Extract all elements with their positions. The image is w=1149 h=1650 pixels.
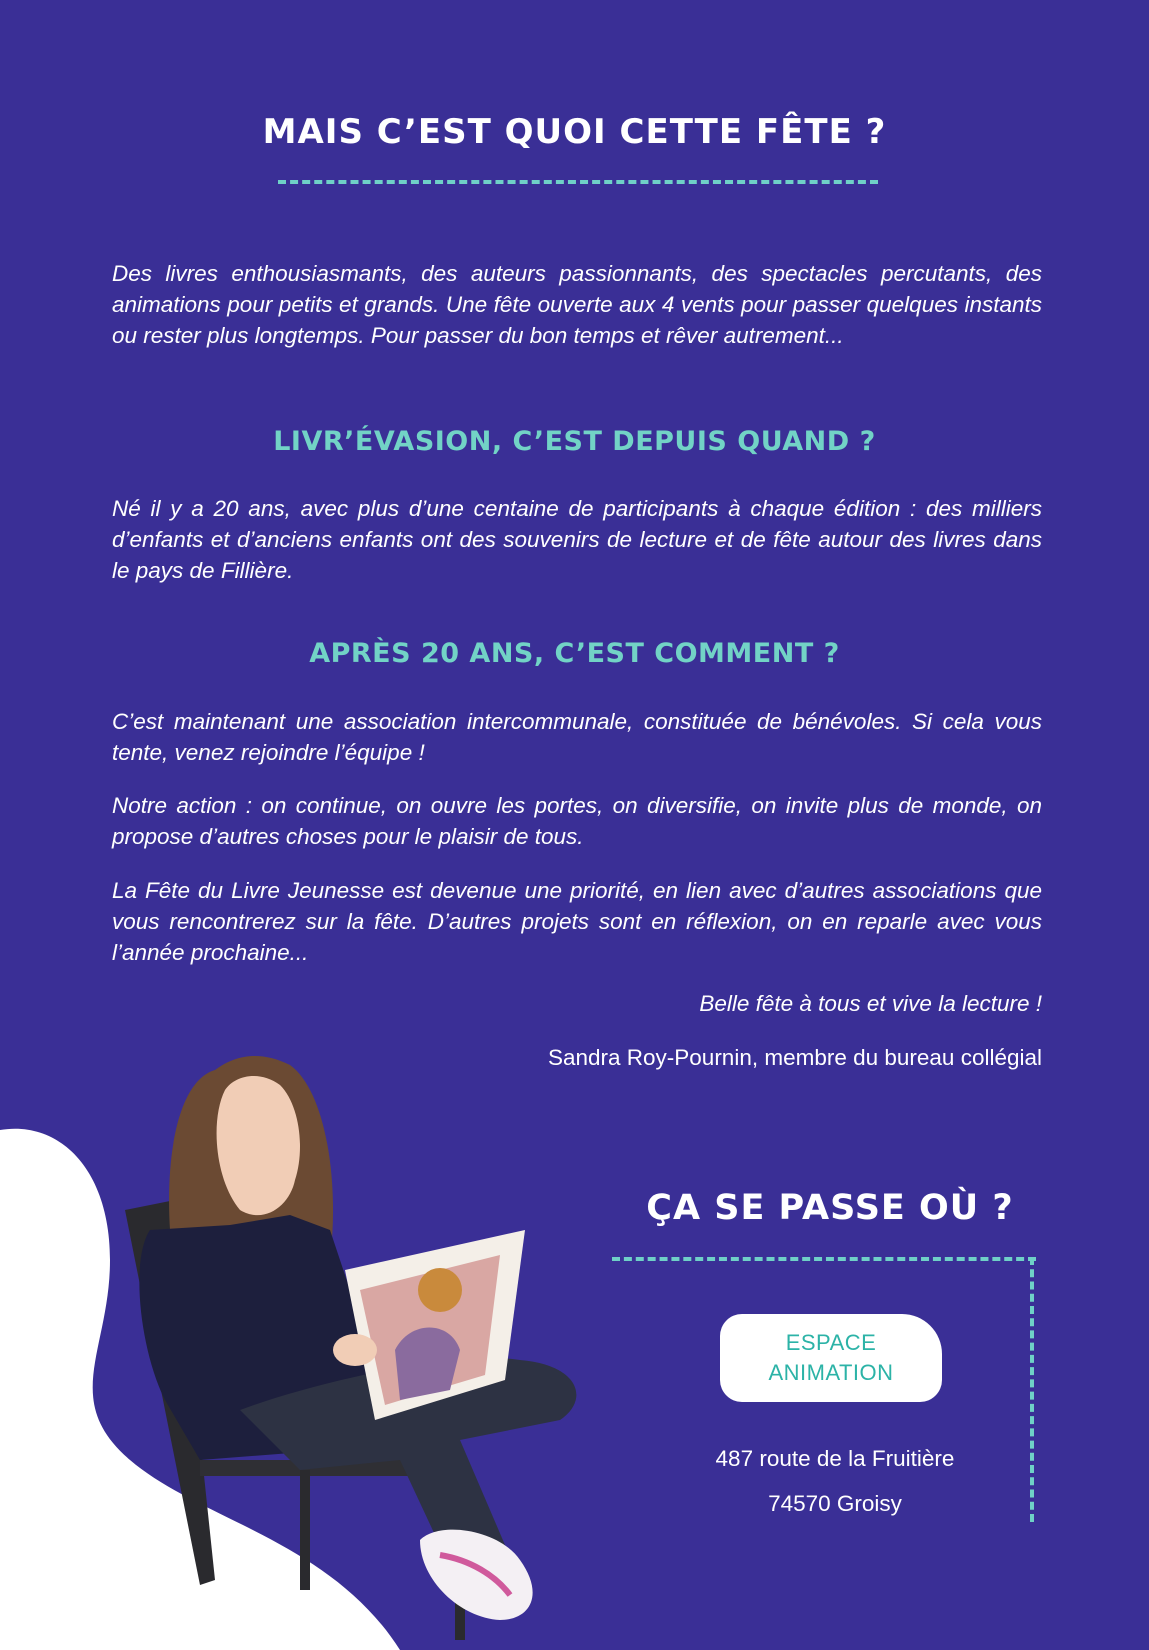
venue-badge-line2: ANIMATION [768,1360,894,1385]
action-paragraph: Notre action : on continue, on ouvre les portes, on diversifie, on invite plus de monde, on propose d’autres choses pour le plaisir de tous. [112,793,1042,849]
intro-paragraph: Des livres enthousiasmants, des auteurs passionnants, des spectacles percutants, des animations pour petits et grands. Une fête ouverte aux 4 vents pour passer quelques instants ou rester plus longtemps. Pour passer du bon temps et rêver autrement... [112,261,1042,348]
location-frame-top [612,1257,1036,1261]
girl-reading-photo [0,1020,660,1650]
section-title-where: ÇA SE PASSE OÙ ? [646,1188,1014,1228]
venue-badge-line1: ESPACE [785,1330,877,1355]
association-paragraph: C’est maintenant une association intercommunale, constituée de bénévoles. Si cela vous tente, venez rejoindre l’équipe ! [112,709,1042,765]
venue-badge [720,1314,942,1402]
signature-line: Sandra Roy-Pournin, membre du bureau collégial [547,1045,1042,1070]
address-street: 487 route de la Fruitière [715,1446,955,1471]
sneaker [420,1530,533,1620]
history-paragraph: Né il y a 20 ans, avec plus d’une centaine de participants à chaque édition : des milliers d’enfants et d’anciens enfants ont des souvenirs de lecture et de fête autour des livres dans le pays de Fillière. [112,496,1042,583]
address-city: 74570 Groisy [768,1491,902,1516]
title-divider [278,180,878,184]
closing-line: Belle fête à tous et vive la lecture ! [699,991,1042,1016]
section-title-since-when: LIVR’ÉVASION, C’EST DEPUIS QUAND ? [273,426,876,457]
section-title-what: MAIS C’EST QUOI CETTE FÊTE ? [262,112,887,152]
location-frame-right [1030,1257,1034,1522]
priority-paragraph: La Fête du Livre Jeunesse est devenue une priorité, en lien avec d’autres associations que vous rencontrerez sur la fête. D’autres projets sont en réflexion, on en reparle avec vous l’année prochaine... [112,878,1042,965]
section-title-how: APRÈS 20 ANS, C’EST COMMENT ? [309,638,840,669]
